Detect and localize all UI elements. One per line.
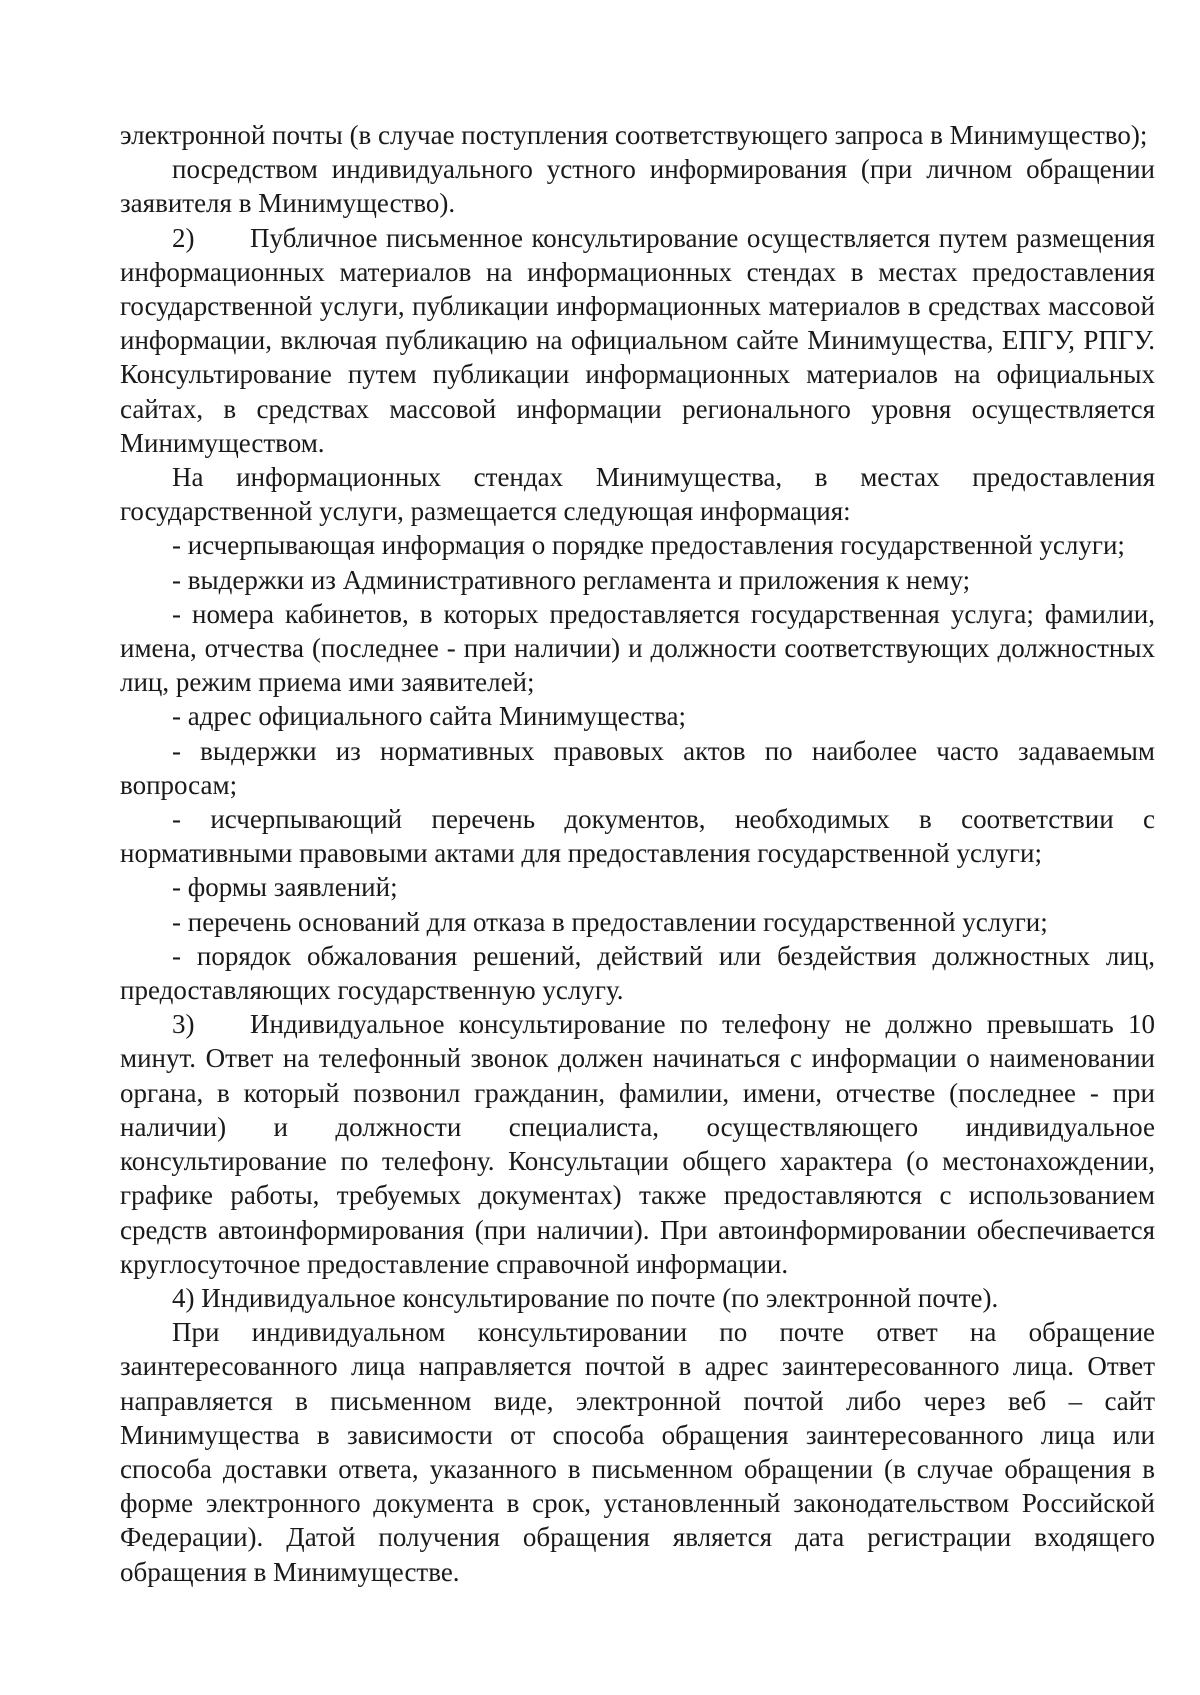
paragraph-3 <box>120 221 1155 460</box>
paragraph-5-text: Индивидуальное консультирование по телефону не должно превышать 10 минут. Ответ на телефонный звонок должен начинаться с информации о наименовании органа, в который позвонил гражданин, фамилии, имени, отчестве (последнее - при наличии) и должности специалиста, осуществляющего индивидуальное консультирование по телефону. Консультации общего характера (о местонахождении, графике работы, требуемых документах) также предоставляются с использованием средств автоинформирования (при наличии). При автоинформировании обеспечивается круглосуточное предоставление справочной информации. <box>120 1009 1155 1279</box>
list-item-8: - перечень оснований для отказа в предоставлении государственной услуги; <box>172 906 1048 937</box>
paragraph-5 <box>120 1007 1155 1281</box>
paragraph-7: При индивидуальном консультировании по почте ответ на обращение заинтересованного лица направляется почтой в адрес заинтересованного лица. Ответ направляется в письменном виде, электронной почтой либо через веб – сайт Минимущества в зависимости от способа обращения заинтересованного лица или способа доставки ответа, указанного в письменном обращении (в случае обращения в форме электронного документа в срок, установленный законодательством Российской Федерации). Датой получения обращения является дата регистрации входящего обращения в Минимуществе. <box>120 1317 1155 1587</box>
paragraph-1: электронной почты (в случае поступления соответствующего запроса в Минимущество); <box>120 120 1148 150</box>
list-item-4: - адрес официального сайта Минимущества; <box>172 701 686 732</box>
list-item-9: - порядок обжалования решений, действий или бездействия должностных лиц, предоставляющих государственную услугу. <box>120 940 1155 1006</box>
list-item-7: - формы заявлений; <box>172 872 398 903</box>
paragraph-6: 4) Индивидуальное консультирование по почте (по электронной почте). <box>172 1282 999 1313</box>
paragraph-5-number: 3) <box>172 1009 195 1040</box>
list-item-6: - исчерпывающий перечень документов, необходимых в соответствии с нормативными правовыми актами для предоставления государственной услуги; <box>120 804 1155 869</box>
paragraph-2: посредством индивидуального устного информирования (при личном обращении заявителя в Минимущество). <box>120 154 1155 219</box>
list-item-1: - исчерпывающая информация о порядке предоставления государственной услуги; <box>172 530 1125 561</box>
list-item-5: - выдержки из нормативных правовых актов по наиболее часто задаваемым вопросам; <box>120 735 1155 800</box>
paragraph-3-number: 2) <box>172 222 195 253</box>
list-item-2: - выдержки из Административного регламента и приложения к нему; <box>172 564 971 595</box>
paragraph-3-text: Публичное письменное консультирование осуществляется путем размещения информационных материалов на информационных стендах в местах предоставления государственной услуги, публикации информационных материалов в средствах массовой информации, включая публикацию на официальном сайте Минимущества, ЕПГУ, РПГУ. Консультирование путем публикации информационных материалов на официальных сайтах, в средствах массовой информации регионального уровня осуществляется Минимуществом. <box>120 222 1155 458</box>
paragraph-4: На информационных стендах Минимущества, в местах предоставления государственной услуги, размещается следующая информация: <box>120 462 1155 527</box>
document-body <box>120 118 1155 1589</box>
list-item-3: - номера кабинетов, в которых предоставляется государственная услуга; фамилии, имена, отчества (последнее - при наличии) и должности соответствующих должностных лиц, режим приема ими заявителей; <box>120 598 1155 698</box>
